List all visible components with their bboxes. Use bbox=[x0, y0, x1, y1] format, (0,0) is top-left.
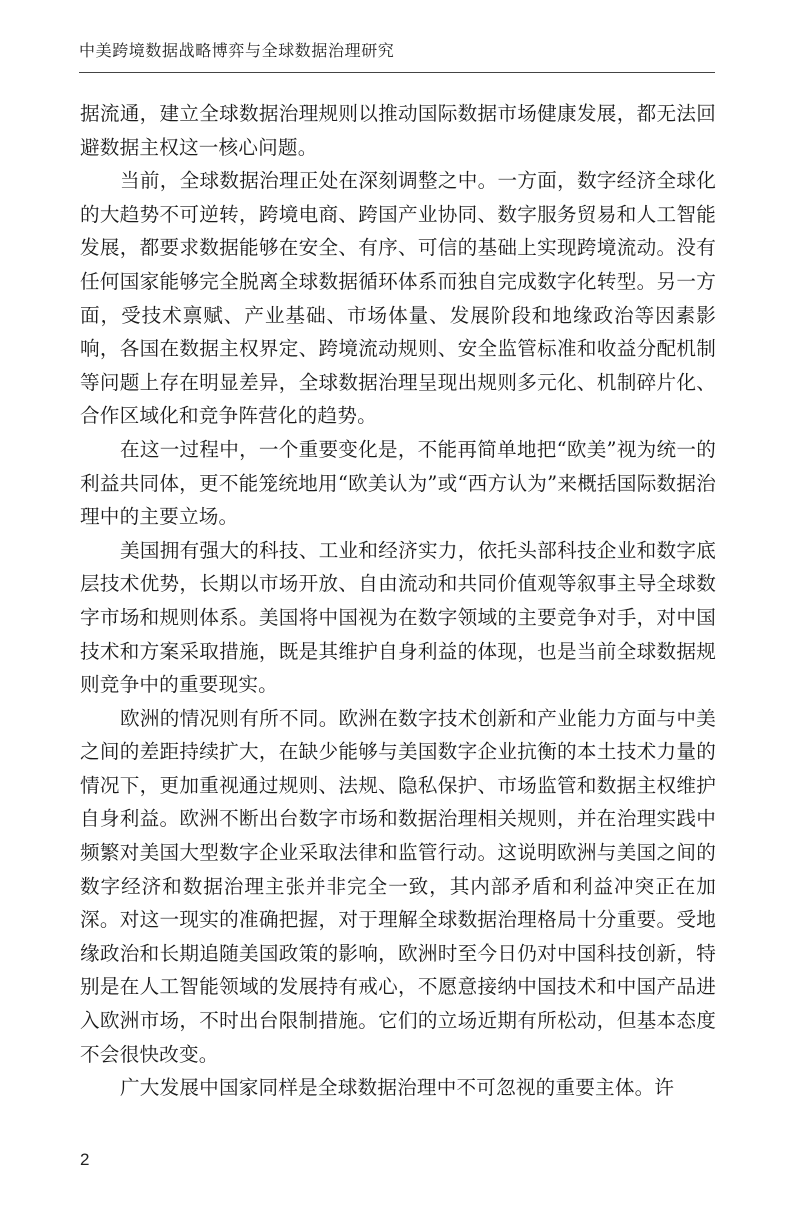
paragraph: 美国拥有强大的科技、工业和经济实力，依托头部科技企业和数字底层技术优势，长期以市场开放、自由流动和共同价值观等叙事主导全球数字市场和规则体系。美国将中国视为在数字领域的主要竞争对手，对中国技术和方案采取措施，既是其维护自身利益的体现，也是当前全球数据规则竞争中的重要现实。 bbox=[80, 538, 716, 697]
paragraph-continued: 据流通，建立全球数据治理规则以推动国际数据市场健康发展，都无法回避数据主权这一核心问题。 bbox=[80, 102, 716, 159]
paragraph: 当前，全球数据治理正处在深刻调整之中。一方面，数字经济全球化的大趋势不可逆转，跨境电商、跨国产业协同、数字服务贸易和人工智能发展，都要求数据能够在安全、有序、可信的基础上实现跨境流动。没有任何国家能够完全脱离全球数据循环体系而独自完成数字化转型。另一方面，受技术禀赋、产业基础、市场体量、发展阶段和地缘政治等因素影响，各国在数据主权界定、跨境流动规则、安全监管标准和收益分配机制等问题上存在明显差异，全球数据治理呈现出规则多元化、机制碎片化、合作区域化和竞争阵营化的趋势。 bbox=[80, 169, 716, 428]
paragraph-continues: 广大发展中国家同样是全球数据治理中不可忽视的重要主体。许 bbox=[120, 1076, 675, 1100]
body-text bbox=[80, 97, 716, 1105]
paragraph: 欧洲的情况则有所不同。欧洲在数字技术创新和产业能力方面与中美之间的差距持续扩大，在缺少能够与美国数字企业抗衡的本土技术力量的情况下，更加重视通过规则、法规、隐私保护、市场监管和数据主权维护自身利益。欧洲不断出台数字市场和数据治理相关规则，并在治理实践中频繁对美国大型数字企业采取法律和监管行动。这说明欧洲与美国之间的数字经济和数据治理主张并非完全一致，其内部矛盾和利益冲突正在加深。对这一现实的准确把握，对于理解全球数据治理格局十分重要。受地缘政治和长期追随美国政策的影响，欧洲时至今日仍对中国科技创新，特别是在人工智能领域的发展持有戒心，不愿意接纳中国技术和中国产品进入欧洲市场，不时出台限制措施。它们的立场近期有所松动，但基本态度不会很快改变。 bbox=[80, 706, 716, 1066]
header-divider bbox=[79, 72, 715, 73]
running-header-title: 中美跨境数据战略博弈与全球数据治理研究 bbox=[79, 41, 395, 60]
page-number: 2 bbox=[80, 1150, 90, 1169]
paragraph: 在这一过程中，一个重要变化是，不能再简单地把“欧美”视为统一的利益共同体，更不能笼统地用“欧美认为”或“西方认为”来概括国际数据治理中的主要立场。 bbox=[80, 437, 716, 529]
